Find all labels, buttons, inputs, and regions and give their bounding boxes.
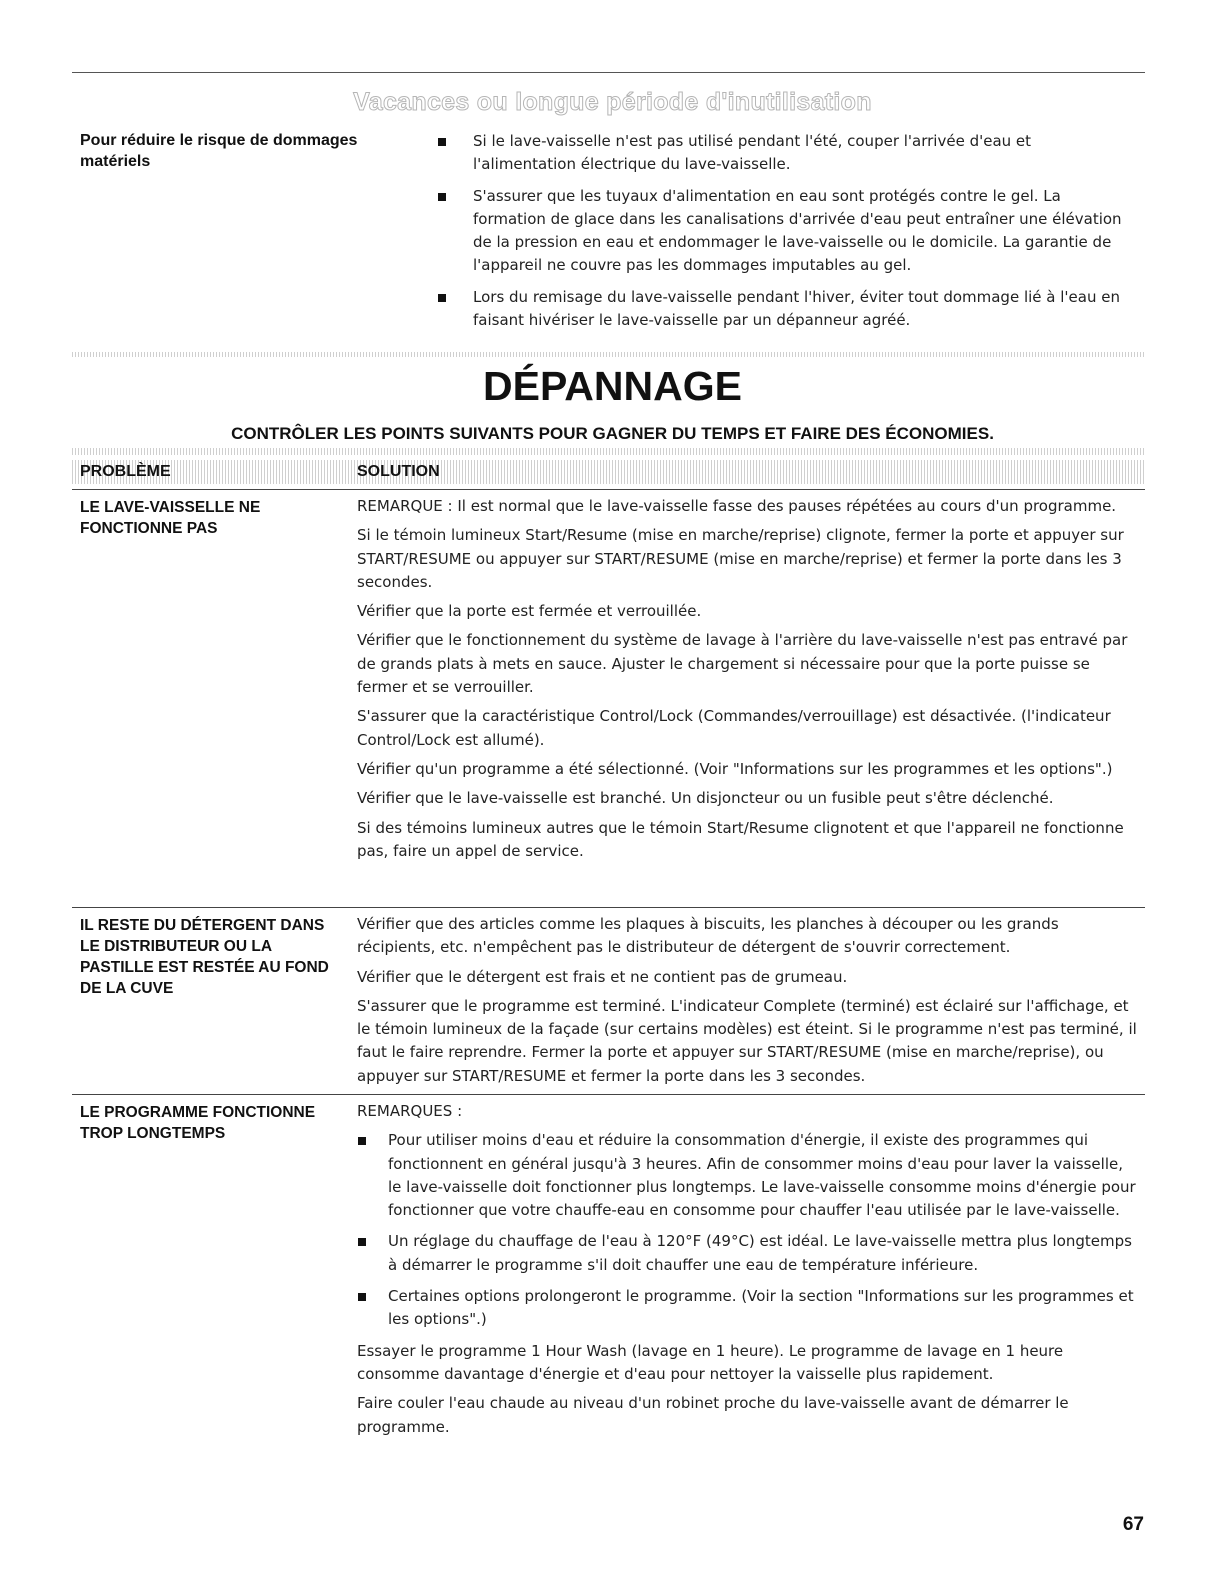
- list-item: [357, 1230, 1137, 1277]
- remarks-list: [357, 1129, 1137, 1331]
- solution-paragraph: REMARQUE : Il est normal que le lave-vaisselle fasse des pauses répétées au cours d'un programme.: [357, 497, 1117, 515]
- list-item: [357, 1129, 1137, 1222]
- vacation-label: Pour réduire le risque de dommages matériels: [80, 132, 358, 170]
- problem-cell: IL RESTE DU DÉTERGENT DANS LE DISTRIBUTEUR OU LA PASTILLE EST RESTÉE AU FOND DE LA CUVE: [80, 917, 329, 997]
- shaded-divider: [72, 352, 1145, 357]
- list-item-text: S'assurer que les tuyaux d'alimentation en eau sont protégés contre le gel. La formation de glace dans les canalisations d'arrivée d'eau peut entraîner une élévation de la pression en eau et endommager le lave-vaisselle ou le domicile. La garantie de l'appareil ne couvre pas les dommages imputables au gel.: [473, 186, 1122, 275]
- solution-paragraph: S'assurer que le programme est terminé. L'indicateur Complete (terminé) est éclairé sur l'affichage, et le témoin lumineux de la façade (sur certains modèles) est éteint. Si le programme n'est pas terminé, il faut le faire reprendre. Fermer la porte et appuyer sur START/RESUME (mise en marche/reprise), ou appuyer sur START/RESUME et fermer la porte dans les 3 secondes.: [357, 996, 1137, 1085]
- list-item: [438, 130, 1128, 177]
- square-bullet-icon: [358, 1137, 366, 1145]
- solution-paragraph: Vérifier que le fonctionnement du système de lavage à l'arrière du lave-vaisselle n'est pas entravé par de grands plats à mets en sauce. Ajuster le chargement si nécessaire pour que la porte puisse se fermer et se verrouiller.: [357, 631, 1128, 697]
- vacation-list: [438, 130, 1128, 340]
- page-subtitle: CONTRÔLER LES POINTS SUIVANTS POUR GAGNER DU TEMPS ET FAIRE DES ÉCONOMIES.: [231, 424, 994, 443]
- square-bullet-icon: [358, 1293, 366, 1301]
- solution-paragraph: Faire couler l'eau chaude au niveau d'un robinet proche du lave-vaisselle avant de démarrer le programme.: [357, 1394, 1069, 1436]
- column-header-problem: PROBLÈME: [80, 463, 171, 480]
- list-item-text: Lors du remisage du lave-vaisselle pendant l'hiver, éviter tout dommage lié à l'eau en faisant hivériser le lave-vaisselle par un dépanneur agréé.: [473, 287, 1120, 330]
- square-bullet-icon: [438, 138, 446, 146]
- list-item-text: Certaines options prolongeront le programme. (Voir la section "Informations sur les programmes et les options".): [388, 1287, 1134, 1329]
- list-item-text: Un réglage du chauffage de l'eau à 120°F (49°C) est idéal. Le lave-vaisselle mettra plus longtemps à démarrer le programme s'il doit chauffer une eau de température inférieure.: [388, 1232, 1132, 1274]
- shaded-divider: [72, 448, 1145, 455]
- solution-paragraph: Essayer le programme 1 Hour Wash (lavage en 1 heure). Le programme de lavage en 1 heure consomme davantage d'énergie et d'eau pour nettoyer la vaisselle plus rapidement.: [357, 1341, 1064, 1383]
- list-item: [438, 185, 1128, 278]
- solution-cell: [357, 1100, 1137, 1445]
- solution-paragraph: Vérifier que la porte est fermée et verrouillée.: [357, 602, 702, 621]
- list-item: [438, 286, 1128, 333]
- list-item-text: Si le lave-vaisselle n'est pas utilisé pendant l'été, couper l'arrivée d'eau et l'alimentation électrique du lave-vaisselle.: [473, 132, 1032, 174]
- table-header-band: [72, 460, 1145, 484]
- remarks-label: REMARQUES :: [357, 1102, 463, 1120]
- page-title: DÉPANNAGE: [483, 363, 742, 409]
- problem-cell: LE PROGRAMME FONCTIONNE TROP LONGTEMPS: [80, 1104, 316, 1142]
- solution-paragraph: S'assurer que la caractéristique Control/Lock (Commandes/verrouillage) est désactivée. (l'indicateur Control/Lock est allumé).: [357, 707, 1111, 749]
- vacation-heading: Vacances ou longue période d'inutilisation: [353, 88, 872, 116]
- solution-cell: [357, 913, 1137, 1094]
- top-divider: [72, 72, 1145, 73]
- problem-cell: LE LAVE-VAISSELLE NE FONCTIONNE PAS: [80, 499, 261, 537]
- solution-paragraph: Vérifier que le détergent est frais et ne contient pas de grumeau.: [357, 967, 848, 986]
- solution-paragraph: Vérifier qu'un programme a été sélectionné. (Voir "Informations sur les programmes et les options".): [357, 759, 1113, 778]
- solution-paragraph: Vérifier que le lave-vaisselle est branché. Un disjoncteur ou un fusible peut s'être déclenché.: [357, 789, 1054, 808]
- solution-paragraph: Si des témoins lumineux autres que le témoin Start/Resume clignotent et que l'appareil ne fonctionne pas, faire un appel de service.: [357, 818, 1124, 860]
- list-item-text: Pour utiliser moins d'eau et réduire la consommation d'énergie, il existe des programmes qui fonctionnent en général jusqu'à 3 heures. Afin de consommer moins d'eau pour laver la vaisselle, le lave-vaisselle doit fonctionner plus longtemps. Le lave-vaisselle consomme moins d'énergie pour fonctionner que votre chauffe-eau en consomme pour chauffer l'eau utilisée par le lave-vaisselle.: [388, 1131, 1136, 1220]
- list-item: [357, 1285, 1137, 1332]
- row-divider: [72, 907, 1145, 908]
- solution-paragraph: Vérifier que des articles comme les plaques à biscuits, les planches à découper ou les grands récipients, etc. n'empêchent pas le distributeur de détergent de s'ouvrir correctement.: [357, 915, 1059, 957]
- row-divider: [72, 1094, 1145, 1095]
- square-bullet-icon: [438, 193, 446, 201]
- page-number: 67: [1122, 1514, 1144, 1535]
- square-bullet-icon: [438, 294, 446, 302]
- column-header-solution: SOLUTION: [357, 463, 440, 480]
- solution-paragraph: Si le témoin lumineux Start/Resume (mise en marche/reprise) clignote, fermer la porte et appuyer sur START/RESUME ou appuyer sur START/RESUME (mise en marche/reprise) et fermer la porte dans les 3 secondes.: [357, 526, 1124, 591]
- row-divider: [72, 489, 1145, 490]
- solution-cell: [357, 495, 1137, 869]
- square-bullet-icon: [358, 1238, 366, 1246]
